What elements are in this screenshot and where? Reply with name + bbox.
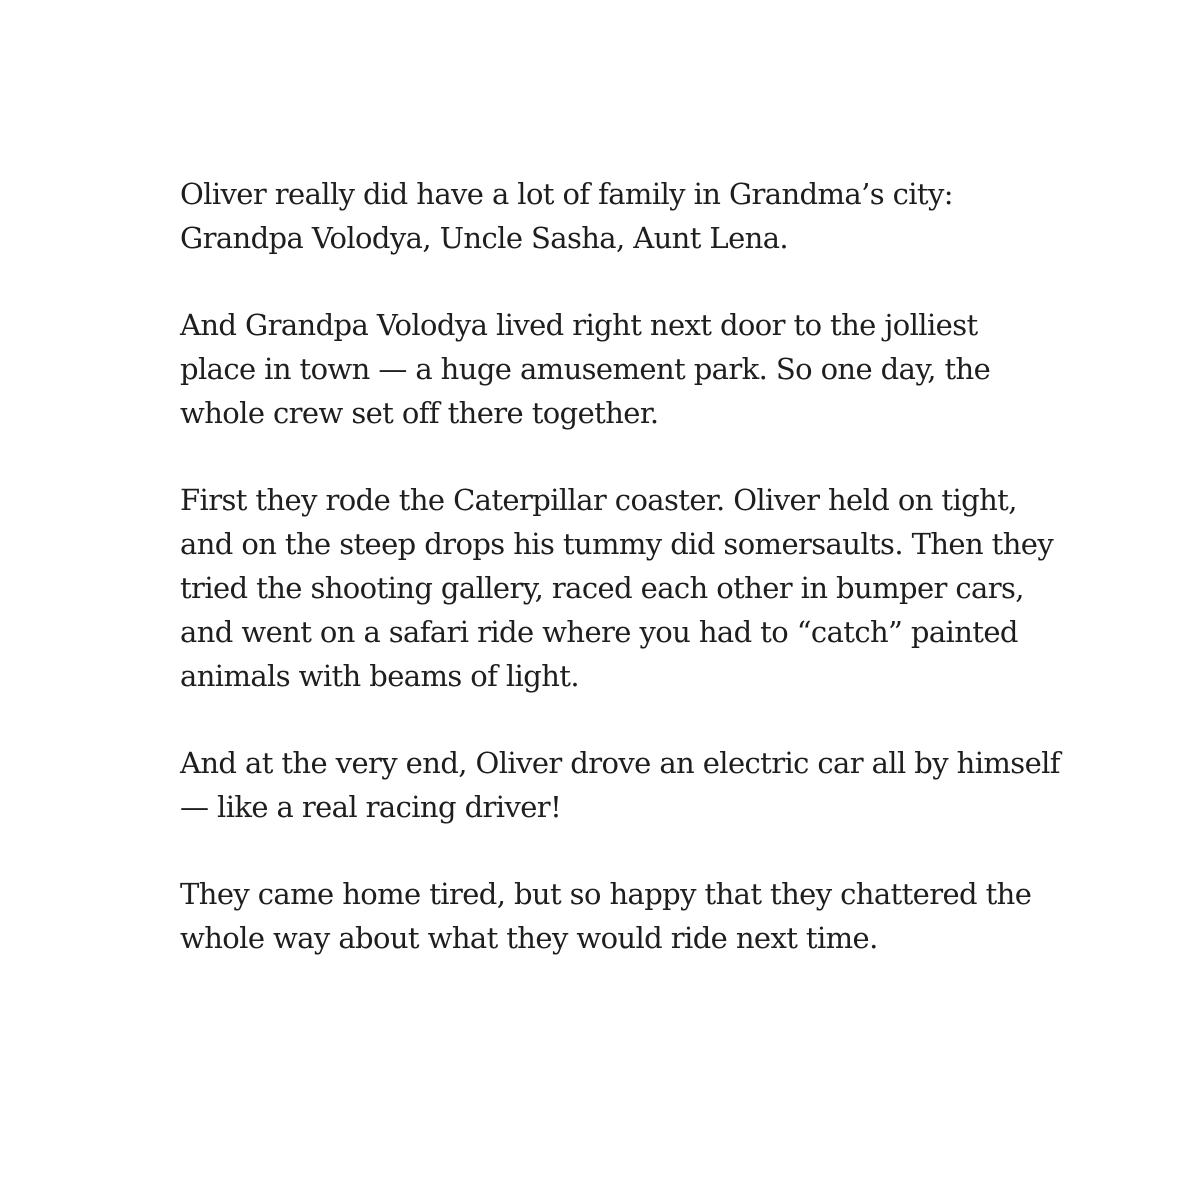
text-line: And at the very end, Oliver drove an electric car all by himself [180, 746, 1060, 780]
text-line: First they rode the Caterpillar coaster. Oliver held on tight, [180, 483, 1017, 517]
paragraph-5 [180, 872, 1080, 960]
paragraph-1 [180, 172, 1080, 260]
paragraph-3 [180, 478, 1080, 698]
text-line: Oliver really did have a lot of family in Grandma’s city: [180, 177, 953, 211]
text-line: and went on a safari ride where you had to “catch” painted [180, 615, 1018, 649]
text-line: whole crew set off there together. [180, 396, 659, 430]
text-line: They came home tired, but so happy that they chattered the [180, 877, 1032, 911]
text-line: — like a real racing driver! [180, 790, 562, 824]
text-line: place in town — a huge amusement park. So one day, the [180, 352, 991, 386]
text-line: and on the steep drops his tummy did somersaults. Then they [180, 527, 1054, 561]
text-line: tried the shooting gallery, raced each other in bumper cars, [180, 571, 1024, 605]
text-line: animals with beams of light. [180, 659, 579, 693]
text-line: Grandpa Volodya, Uncle Sasha, Aunt Lena. [180, 221, 789, 255]
paragraph-2 [180, 303, 1080, 435]
text-line: And Grandpa Volodya lived right next door to the jolliest [180, 308, 978, 342]
story-text [180, 172, 1080, 1003]
text-line: whole way about what they would ride next time. [180, 921, 878, 955]
paragraph-4 [180, 741, 1080, 829]
